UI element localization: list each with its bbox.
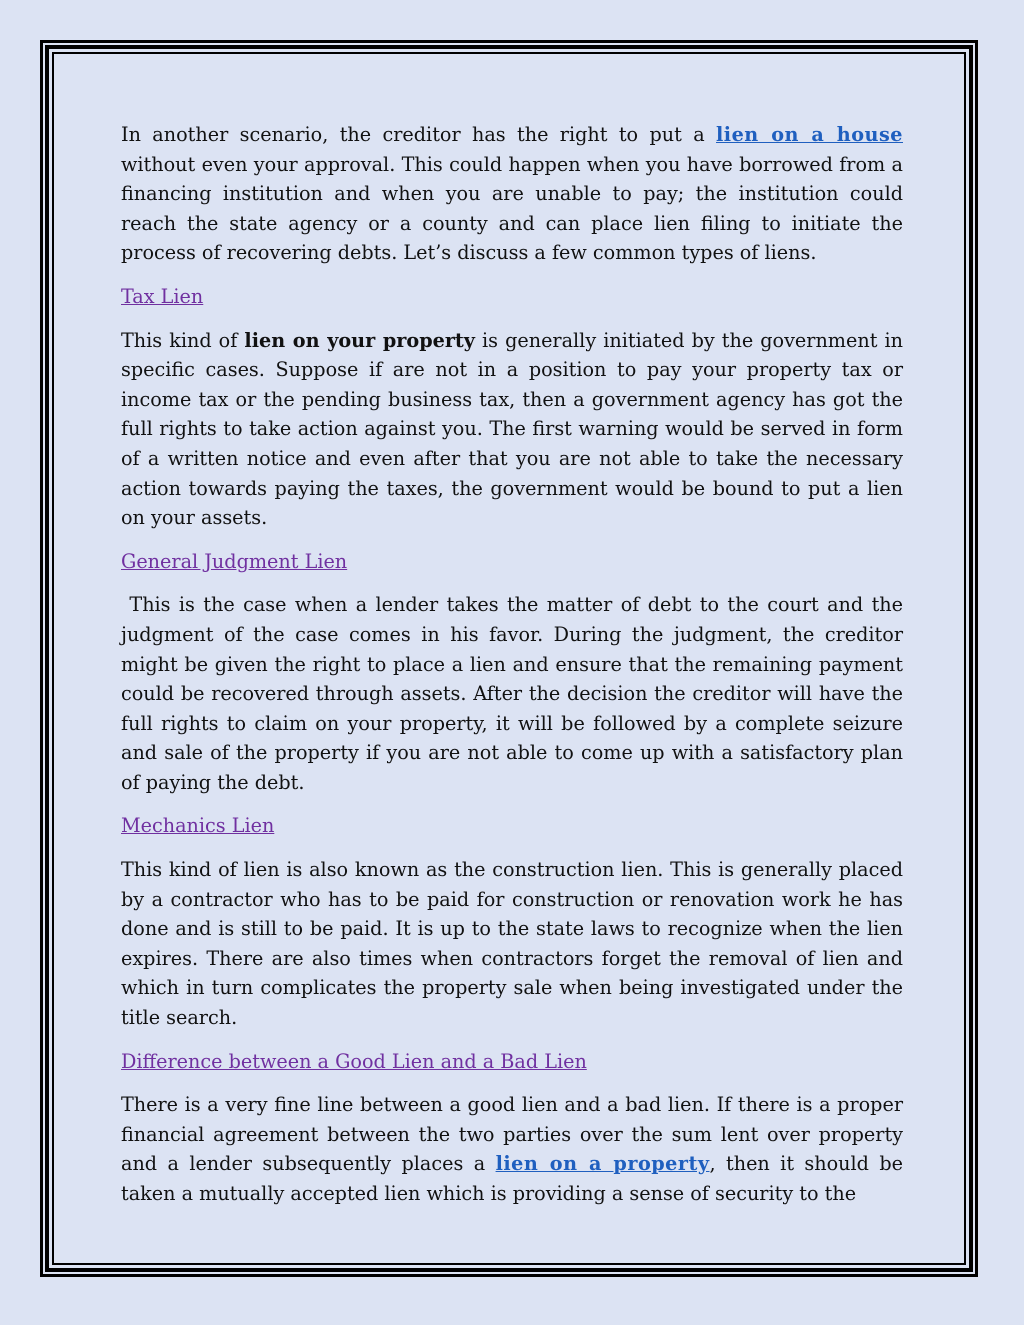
lien-on-your-property-bold: lien on your property — [244, 328, 475, 352]
good-vs-bad-lien-paragraph — [121, 1090, 903, 1208]
intro-text-end: without even your approval. This could happen when you have borrowed from a financing institution and when you are unable to pay; the institution could reach the state agency or a county and can place lien filing to initiate the process of recovering debts. Let’s discuss a few common types of liens. — [121, 152, 903, 265]
document-body — [121, 120, 910, 1223]
tax-lien-text-end: is generally initiated by the government in specific cases. Suppose if are not in a position to pay your property tax or income tax or the pending business tax, then a government agency has got the full rights to take action against you. The first warning would be served in form of a written notice and even after that you are not able to take the necessary action towards paying the taxes, the government would be bound to put a lien on your assets. — [121, 328, 903, 530]
general-judgment-lien-paragraph: This is the case when a lender takes the matter of debt to the court and the judgment of the case comes in his favor. During the judgment, the creditor might be given the right to place a lien and ensure that the remaining payment could be recovered through assets. After the decision the creditor will have the full rights to claim on your property, it will be followed by a complete seizure and sale of the property if you are not able to come up with a satisfactory plan of paying the debt. — [121, 593, 910, 794]
tax-lien-paragraph — [121, 326, 903, 533]
lien-on-a-property-link[interactable]: lien on a property — [495, 1152, 710, 1176]
good-bad-text-start: There is a very fine line between a good lien and a bad lien. If there is a proper financial agreement between the two parties over the sum lent over property and a lender subsequently places a — [121, 1093, 903, 1176]
general-judgment-lien-heading: General Judgment Lien — [121, 549, 348, 573]
lien-on-a-house-link[interactable]: lien on a house — [716, 123, 903, 146]
tax-lien-text-start: This kind of — [121, 328, 245, 352]
good-vs-bad-lien-heading: Difference between a Good Lien and a Bad Lien — [121, 1049, 587, 1073]
mechanics-lien-paragraph: This kind of lien is also known as the construction lien. This is generally placed by a contractor who has to be paid for construction or renovation work he has done and is still to be paid. It is up to the state laws to recognize when the lien expires. There are also times when contractors forget the removal of lien and which in turn complicates the property sale when being investigated under the title search. — [121, 858, 903, 1030]
intro-text-start: In another scenario, the creditor has the right to put a — [121, 123, 717, 146]
intro-paragraph — [121, 120, 903, 268]
good-bad-text-end: , then it should be taken a mutually accepted lien which is providing a sense of security to the — [121, 1152, 904, 1205]
mechanics-lien-heading: Mechanics Lien — [121, 814, 275, 838]
tax-lien-heading: Tax Lien — [121, 284, 204, 308]
